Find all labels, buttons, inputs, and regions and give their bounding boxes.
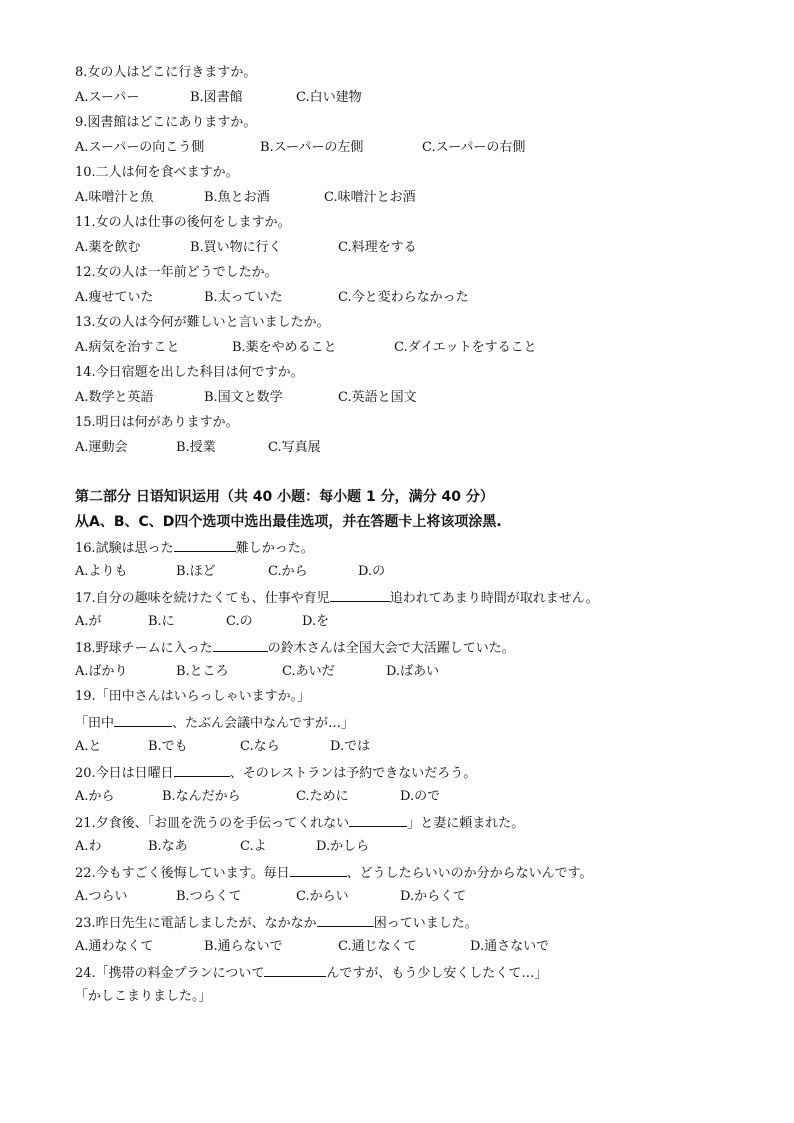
- option-9a: A.スーパーの向こう側: [75, 140, 205, 155]
- answer-blank: [290, 864, 347, 877]
- option-14b: B.国文と数学: [204, 390, 283, 405]
- option-18d: D.ばあい: [386, 664, 440, 679]
- question-19: 19.「田中さんはいらっしゃいますか。」: [75, 689, 311, 704]
- option-19a: A.と: [75, 739, 102, 754]
- option-22a: A.つらい: [75, 889, 128, 904]
- option-8b: B.図書館: [190, 90, 243, 105]
- option-14a: A.数学と英語: [75, 390, 154, 405]
- question-24: [75, 964, 547, 982]
- answer-blank: [264, 964, 326, 977]
- option-10a: A.味噌汁と魚: [75, 190, 154, 205]
- question-21-text: 21.夕食後、「お皿を洗うのを手伝ってくれない: [75, 816, 350, 831]
- question-19-text-end: 、たぶん会議中なんですが…」: [172, 716, 355, 731]
- section-2-instruction: 从A、B、C、D四个选项中选出最佳选项，并在答题卡上将该项涂黑.: [75, 514, 502, 530]
- question-20: [75, 764, 476, 782]
- option-23a: A.通わなくて: [75, 939, 154, 954]
- option-10c: C.味噌汁とお酒: [324, 190, 416, 205]
- question-14: 14.今日宿題を出した科目は何ですか。: [75, 365, 304, 380]
- option-9b: B.スーパーの左側: [260, 140, 364, 155]
- option-12a: A.痩せていた: [75, 290, 154, 305]
- question-24-text: 24.「携帯の料金プランについて: [75, 966, 265, 981]
- option-23c: C.通じなくて: [338, 939, 417, 954]
- question-13: 13.女の人は今何が難しいと言いましたか。: [75, 315, 330, 330]
- option-17c: C.の: [226, 614, 253, 629]
- answer-blank: [213, 639, 268, 652]
- option-23d: D.通さないで: [470, 939, 550, 954]
- option-8a: A.スーパー: [75, 90, 140, 105]
- option-16a: A.よりも: [75, 564, 128, 579]
- question-16-text: 16.試験は思った: [75, 541, 174, 556]
- question-16: [75, 539, 314, 557]
- option-20c: C.ために: [296, 789, 349, 804]
- option-18c: C.あいだ: [282, 664, 335, 679]
- option-21c: C.よ: [240, 839, 267, 854]
- option-14c: C.英語と国文: [338, 390, 417, 405]
- option-15c: C.写真展: [268, 440, 321, 455]
- option-10b: B.魚とお酒: [204, 190, 270, 205]
- question-22: [75, 864, 593, 882]
- option-16b: B.ほど: [176, 564, 216, 579]
- option-19c: C.なら: [240, 739, 280, 754]
- question-17: [75, 589, 598, 607]
- answer-blank: [174, 764, 230, 777]
- option-13b: B.薬をやめること: [232, 340, 337, 355]
- option-11c: C.料理をする: [338, 240, 417, 255]
- question-10: 10.二人は何を食べますか。: [75, 165, 239, 180]
- answer-blank: [349, 814, 407, 827]
- question-22-text-end: 、どうしたらいいのか分からないんです。: [346, 866, 593, 881]
- option-22d: D.からくて: [400, 889, 467, 904]
- question-15: 15.明日は何がありますか。: [75, 415, 239, 430]
- question-23-text: 23.昨日先生に電話しましたが、なかなか: [75, 916, 317, 931]
- question-24-reply: 「かしこまりました。」: [75, 989, 212, 1004]
- option-17b: B.に: [148, 614, 175, 629]
- question-21-text-end: 」と妻に頼まれた。: [407, 816, 525, 831]
- option-16c: C.から: [268, 564, 308, 579]
- question-20-text: 20.今日は日曜日: [75, 766, 174, 781]
- option-12c: C.今と変わらなかった: [338, 290, 469, 305]
- question-17-text-end: 追われてあまり時間が取れません。: [389, 591, 599, 606]
- answer-blank: [174, 539, 236, 552]
- option-21d: D.かしら: [316, 839, 370, 854]
- option-21a: A.わ: [75, 839, 102, 854]
- question-16-text-end: 難しかった。: [235, 541, 314, 556]
- question-18-text-end: の鈴木さんは全国大会で大活躍していた。: [267, 641, 515, 656]
- question-17-text: 17.自分の趣味を続けたくても、仕事や育児: [75, 591, 330, 606]
- option-11b: B.買い物に行く: [190, 240, 282, 255]
- question-24-text-end: んですが、もう少し安くしたくて…」: [326, 966, 548, 981]
- option-18a: A.ばかり: [75, 664, 128, 679]
- option-20d: D.ので: [400, 789, 441, 804]
- question-18-text: 18.野球チームに入った: [75, 641, 213, 656]
- question-12: 12.女の人は一年前どうでしたか。: [75, 265, 278, 280]
- option-20a: A.から: [75, 789, 115, 804]
- option-17d: D.を: [302, 614, 330, 629]
- option-16d: D.の: [358, 564, 386, 579]
- question-11: 11.女の人は仕事の後何をしますか。: [75, 215, 291, 230]
- option-9c: C.スーパーの右側: [422, 140, 526, 155]
- option-22c: C.からい: [296, 889, 349, 904]
- question-23: [75, 914, 478, 932]
- option-13a: A.病気を治すこと: [75, 340, 180, 355]
- option-19b: B.でも: [148, 739, 188, 754]
- option-8c: C.白い建物: [296, 90, 362, 105]
- option-13c: C.ダイエットをすること: [394, 340, 537, 355]
- option-15b: B.授業: [176, 440, 216, 455]
- question-8: 8.女の人はどこに行きますか。: [75, 65, 257, 80]
- section-2-title: 第二部分 日语知识运用（共 40 小题：每小题 1 分，满分 40 分）: [75, 489, 494, 505]
- option-19d: D.では: [330, 739, 371, 754]
- option-11a: A.薬を飲む: [75, 240, 141, 255]
- question-19-text: 「田中: [75, 716, 115, 731]
- option-23b: B.通らないで: [204, 939, 283, 954]
- option-17a: A.が: [75, 614, 102, 629]
- answer-blank: [317, 914, 374, 927]
- question-19-reply: [75, 714, 354, 732]
- option-18b: B.ところ: [176, 664, 229, 679]
- question-21: [75, 814, 524, 832]
- option-12b: B.太っていた: [204, 290, 283, 305]
- question-9: 9.図書館はどこにありますか。: [75, 115, 257, 130]
- question-22-text: 22.今もすごく後悔しています。毎日: [75, 866, 290, 881]
- option-15a: A.運動会: [75, 440, 128, 455]
- answer-blank: [114, 714, 172, 727]
- option-20b: B.なんだから: [162, 789, 241, 804]
- option-22b: B.つらくて: [176, 889, 242, 904]
- question-18: [75, 639, 515, 657]
- question-23-text-end: 困っていました。: [373, 916, 478, 931]
- option-21b: B.なあ: [148, 839, 188, 854]
- question-20-text-end: 、そのレストランは予約できないだろう。: [229, 766, 477, 781]
- answer-blank: [330, 589, 390, 602]
